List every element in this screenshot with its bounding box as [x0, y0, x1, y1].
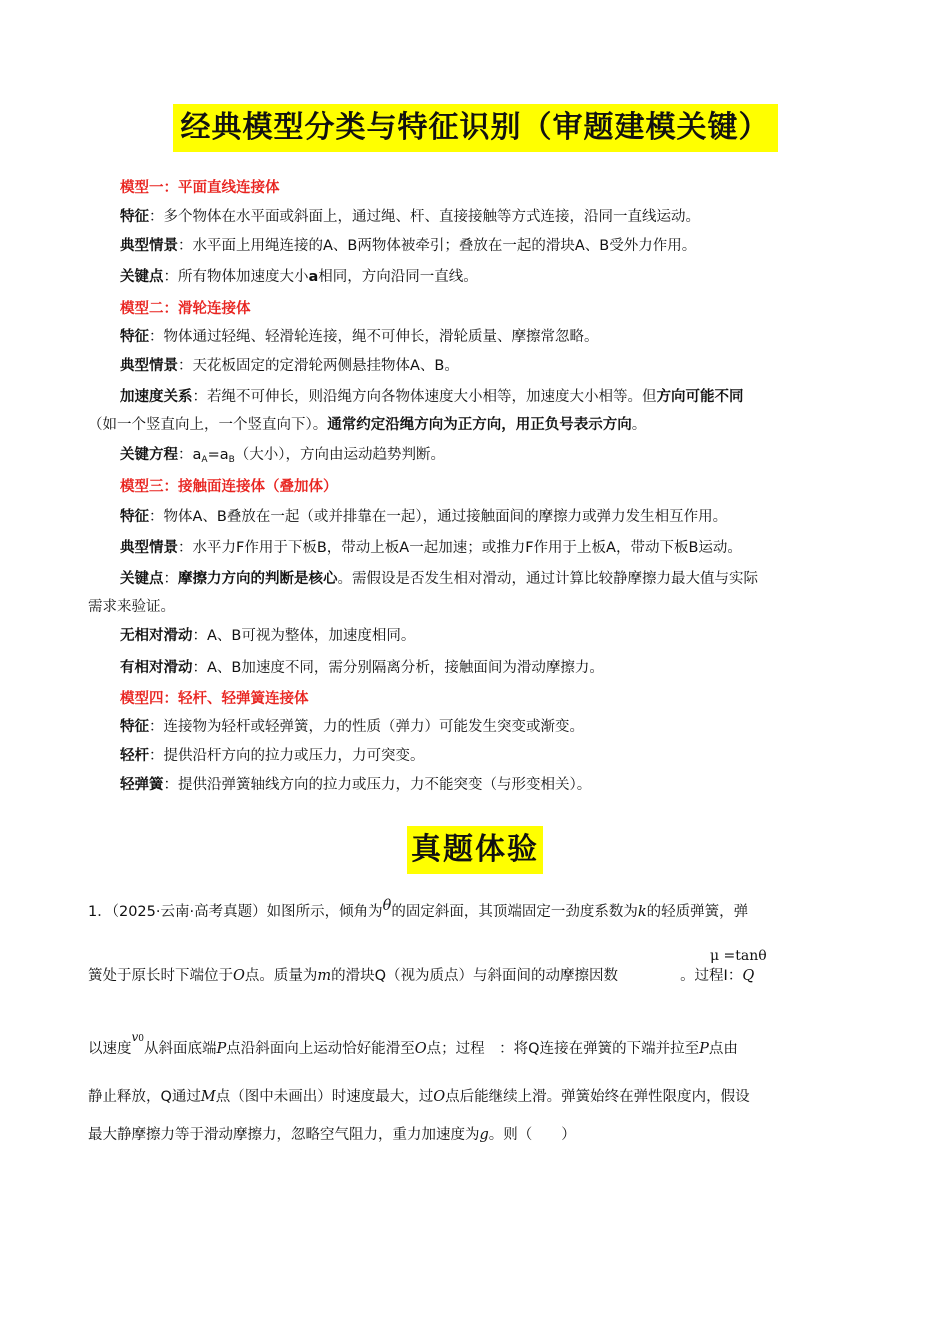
question-text: 簧处于原长时下端位于 [88, 968, 233, 984]
model3-key [120, 568, 758, 590]
model2-accel-bold: 方向可能不同 [656, 389, 744, 405]
question-line-4 [88, 1086, 750, 1108]
section-title: 真题体验 [407, 826, 543, 874]
model4-spring [120, 774, 591, 796]
question-text: 以速度 [88, 1041, 132, 1057]
model3-slide-text: ：A、B加速度不同，需分别隔离分析，接触面间为滑动摩擦力。 [192, 660, 604, 676]
question-text: （2025·云南·高考真题）如图所示，倾角为 [111, 904, 383, 920]
model3-no-slide-label: 无相对滑动 [120, 628, 193, 644]
model1-key-label: 关键点 [120, 269, 164, 285]
question-text: 的滑块Q（视为质点）与斜面间的动摩擦因数 [331, 968, 619, 984]
model1-feature [120, 206, 700, 228]
model2-eq-eq: =a [207, 447, 229, 463]
model3-key-cont: 需求来验证。 [88, 599, 175, 615]
o-symbol: O [433, 1089, 446, 1105]
model2-feature-label: 特征 [120, 329, 149, 345]
question-text: 点沿斜面向上运动恰好能滑至 [226, 1041, 415, 1057]
model3-no-slide [120, 625, 415, 647]
question-text: 的固定斜面，其顶端固定一劲度系数为 [391, 904, 638, 920]
section-container [0, 826, 950, 874]
model2-accel-end: 。 [631, 417, 647, 433]
model3-slide-label: 有相对滑动 [120, 660, 193, 676]
p-symbol: P [699, 1041, 709, 1057]
model1-scenario-text: ：水平面上用绳连接的A、B两物体被牵引；叠放在一起的滑块A、B受外力作用。 [178, 238, 697, 254]
model3-scenario [120, 537, 742, 559]
model1-key [120, 266, 478, 288]
m-point-symbol: M [200, 1089, 216, 1105]
question-text: 。则（ ） [488, 1127, 576, 1143]
model3-key-bold: 摩擦力方向的判断是核心 [178, 571, 338, 587]
p-symbol: P [216, 1041, 227, 1057]
model1-key-a: a [308, 269, 319, 285]
k-symbol: k [637, 904, 647, 920]
question-text: 从斜面底端 [144, 1041, 217, 1057]
question-text: 的轻质弹簧，弹 [646, 904, 749, 920]
model4-feature-label: 特征 [120, 719, 149, 735]
question-number: 1． [88, 904, 112, 920]
model2-eq-sub-b: B [228, 455, 235, 465]
model3-key-colon: ： [163, 571, 178, 587]
model2-equation [120, 444, 445, 471]
model4-feature-text: ：连接物为轻杆或轻弹簧，力的性质（弹力）可能发生突变或渐变。 [149, 719, 584, 735]
model3-feature [120, 506, 727, 528]
model2-eq-sub-a: A [201, 455, 208, 465]
model2-accel-text: ：若绳不可伸长，则沿绳方向各物体速度大小相等，加速度大小相等。但 [192, 389, 657, 405]
model1-scenario [120, 235, 696, 257]
model3-no-slide-text: ：A、B可视为整体，加速度相同。 [192, 628, 416, 644]
question-line-2 [88, 965, 754, 987]
model2-feature [120, 326, 599, 348]
question-text: 。过程Ⅰ： [680, 968, 743, 984]
question-text: 点由 [708, 1041, 738, 1057]
g-symbol: g [479, 1127, 489, 1143]
question-text: 点；过程 ：将Q连接在弹簧的下端并拉至 [426, 1041, 700, 1057]
model3-heading: 模型三：接触面连接体（叠加体） [120, 479, 338, 495]
model1-key-text-b: 相同，方向沿同一直线。 [318, 269, 478, 285]
model1-scenario-label: 典型情景 [120, 238, 178, 254]
model2-accel-text2: （如一个竖直向上，一个竖直向下）。 [88, 417, 328, 433]
model4-rod-label: 轻杆 [120, 748, 149, 764]
question-text: 最大静摩擦力等于滑动摩擦力，忽略空气阻力，重力加速度为 [88, 1127, 480, 1143]
model3-scenario-label: 典型情景 [120, 540, 178, 556]
model1-key-text-a: ：所有物体加速度大小 [163, 269, 309, 285]
model1-feature-label: 特征 [120, 209, 149, 225]
v0-subscript: 0 [138, 1034, 145, 1044]
model2-eq-label: 关键方程 [120, 447, 178, 463]
model3-feature-text: ：物体A、B叠放在一起（或并排靠在一起），通过接触面间的摩擦力或弹力发生相互作用。 [149, 509, 728, 525]
model1-heading: 模型一：平面直线连接体 [120, 180, 280, 196]
model4-spring-text: ：提供沿弹簧轴线方向的拉力或压力，力不能突变（与形变相关）。 [163, 777, 592, 793]
question-text: 静止释放，Q通过 [88, 1089, 201, 1105]
theta-symbol: θ [382, 898, 392, 914]
model3-key-label: 关键点 [120, 571, 164, 587]
question-text: 点。质量为 [244, 968, 318, 984]
model2-accel [120, 386, 744, 408]
model2-accel-label: 加速度关系 [120, 389, 193, 405]
m-symbol: m [317, 968, 332, 984]
v0-symbol [132, 1030, 145, 1044]
question-line-3 [88, 1030, 738, 1062]
question-line-1 [88, 898, 749, 923]
model3-slide [120, 657, 604, 679]
o-symbol: O [414, 1041, 427, 1057]
title-container [0, 104, 950, 152]
model2-eq-text: （大小），方向由运动趋势判断。 [234, 447, 446, 463]
mu-formula: μ =tanθ [710, 948, 767, 964]
model4-feature [120, 716, 584, 738]
model4-heading: 模型四：轻杆、轻弹簧连接体 [120, 691, 309, 707]
page-title: 经典模型分类与特征识别（审题建模关键） [173, 104, 778, 152]
o-symbol: O [233, 968, 245, 984]
model2-feature-text: ：物体通过轻绳、轻滑轮连接，绳不可伸长，滑轮质量、摩擦常忽略。 [149, 329, 599, 345]
model3-scenario-text: ：水平力F作用于下板B，带动上板A一起加速；或推力F作用于上板A，带动下板B运动。 [178, 540, 742, 556]
model2-eq-a: a [192, 447, 202, 463]
model2-scenario [120, 355, 459, 377]
model2-eq-colon: ： [178, 447, 193, 463]
model2-scenario-label: 典型情景 [120, 358, 178, 374]
v-letter: v [131, 1030, 139, 1044]
model3-key-text: 。需假设是否发生相对滑动，通过计算比较静摩擦力最大值与实际 [337, 571, 758, 587]
question-text: 点（图中未画出）时速度最大，过 [215, 1089, 434, 1105]
model2-accel-bold2: 通常约定沿绳方向为正方向，用正负号表示方向 [327, 417, 632, 433]
model2-heading: 模型二：滑轮连接体 [120, 301, 251, 317]
q-symbol: Q [742, 968, 755, 984]
question-text: 点后能继续上滑。弹簧始终在弹性限度内，假设 [445, 1089, 750, 1105]
model4-spring-label: 轻弹簧 [120, 777, 164, 793]
model4-rod [120, 745, 425, 767]
model4-rod-text: ：提供沿杆方向的拉力或压力，力可突变。 [149, 748, 425, 764]
model1-feature-text: ：多个物体在水平面或斜面上，通过绳、杆、直接接触等方式连接，沿同一直线运动。 [149, 209, 700, 225]
model2-accel-cont [88, 414, 646, 436]
question-line-5 [88, 1124, 576, 1146]
model3-feature-label: 特征 [120, 509, 149, 525]
model2-scenario-text: ：天花板固定的定滑轮两侧悬挂物体A、B。 [178, 358, 459, 374]
